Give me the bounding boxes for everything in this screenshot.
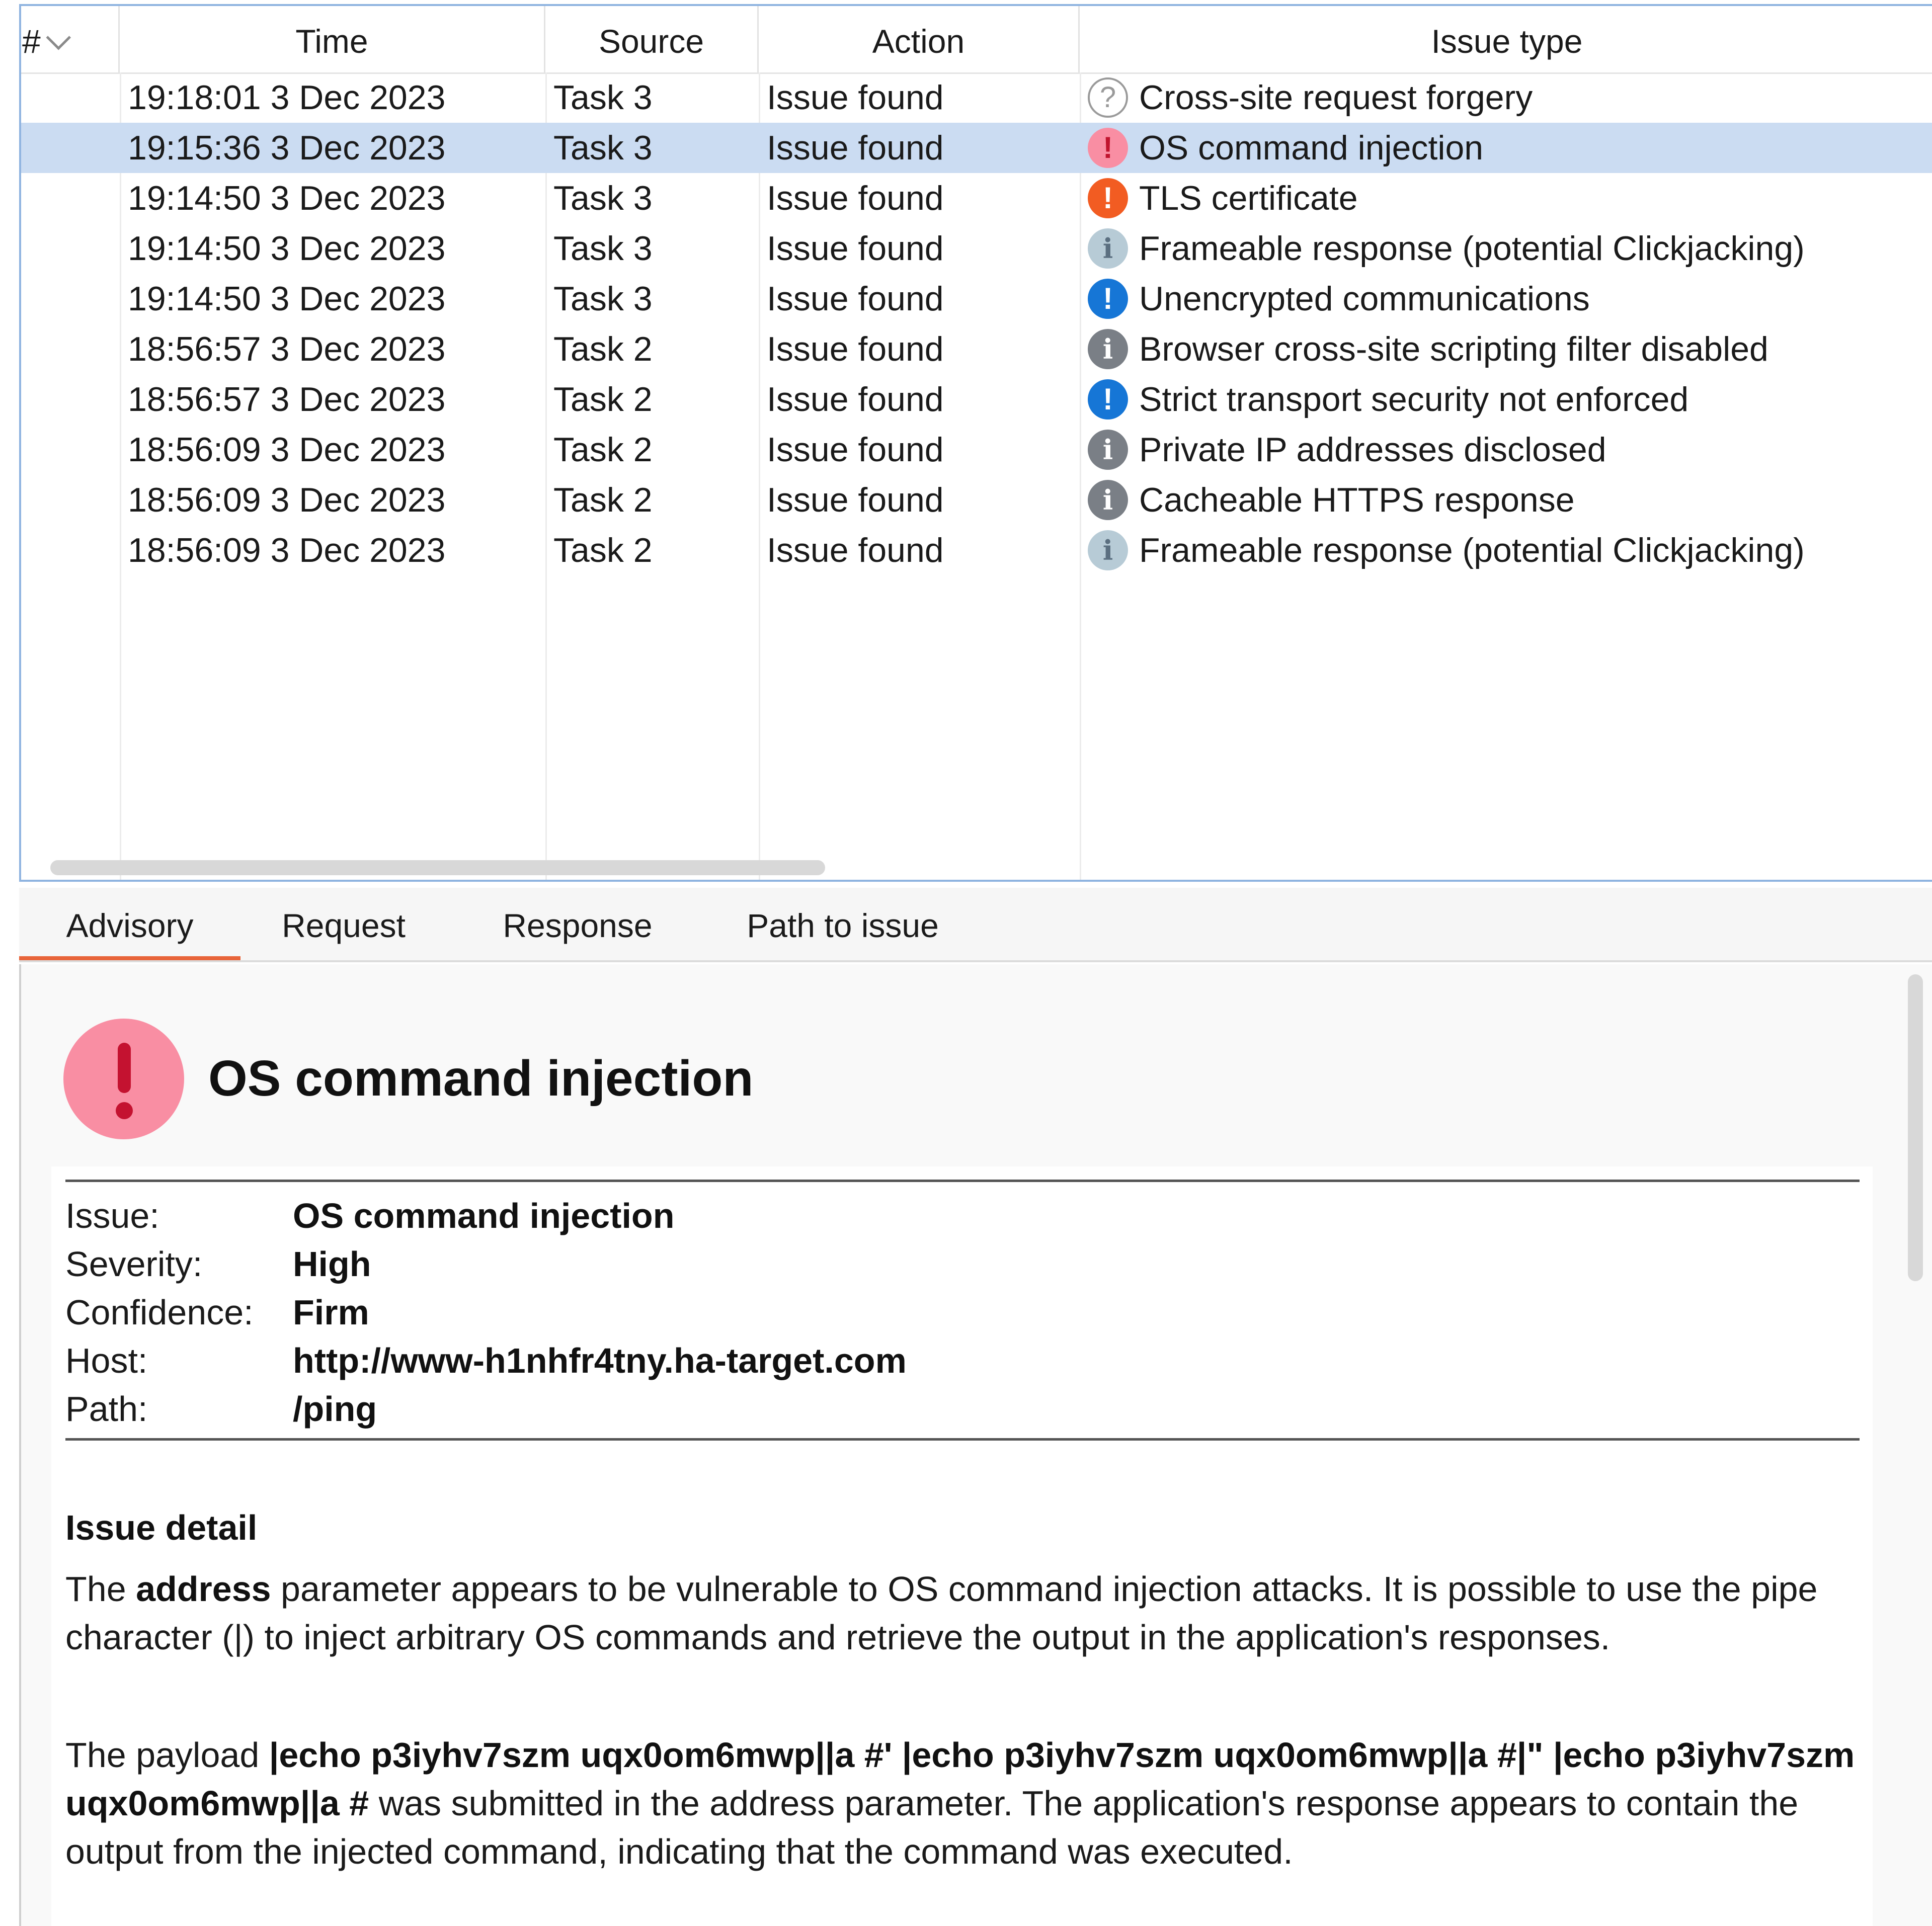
cell-action: Issue found bbox=[767, 280, 944, 318]
cell-source: Task 2 bbox=[553, 380, 653, 418]
tab-response[interactable]: Response bbox=[503, 907, 653, 944]
cell-issue-type bbox=[1088, 72, 1533, 123]
cell-action: Issue found bbox=[767, 380, 944, 418]
cell-source: Task 2 bbox=[553, 431, 653, 469]
detail-tabs bbox=[19, 888, 1932, 962]
divider bbox=[65, 1180, 1860, 1182]
issue-type-label: Strict transport security not enforced bbox=[1139, 380, 1689, 418]
info-tentative-icon: i bbox=[1088, 228, 1128, 269]
column-header-number[interactable]: # bbox=[21, 6, 120, 72]
cell-time: 19:14:50 3 Dec 2023 bbox=[128, 229, 446, 268]
cell-issue-type bbox=[1088, 374, 1688, 425]
cell-action: Issue found bbox=[767, 531, 944, 569]
cell-time: 18:56:57 3 Dec 2023 bbox=[128, 330, 446, 368]
info-icon: i bbox=[1088, 329, 1128, 369]
cell-time: 18:56:09 3 Dec 2023 bbox=[128, 431, 446, 469]
issue-type-label: Browser cross-site scripting filter disabled bbox=[1139, 330, 1768, 368]
cell-issue-type bbox=[1088, 173, 1358, 223]
column-header-time[interactable]: Time bbox=[120, 6, 545, 72]
table-row[interactable] bbox=[21, 525, 1932, 575]
property-severity: Severity: High bbox=[65, 1244, 371, 1284]
issue-type-label: Cross-site request forgery bbox=[1139, 78, 1533, 117]
table-row[interactable] bbox=[21, 72, 1932, 123]
issue-type-label: Frameable response (potential Clickjacking) bbox=[1139, 531, 1805, 569]
table-row[interactable] bbox=[21, 324, 1932, 374]
cell-time: 18:56:09 3 Dec 2023 bbox=[128, 481, 446, 519]
property-issue: Issue: OS command injection bbox=[65, 1196, 675, 1235]
tab-advisory[interactable]: Advisory bbox=[19, 888, 240, 960]
medium-severity-icon: ! bbox=[1088, 178, 1128, 218]
cell-action: Issue found bbox=[767, 229, 944, 268]
cell-issue-type bbox=[1088, 223, 1805, 274]
advisory-body bbox=[51, 1166, 1873, 1926]
high-severity-icon bbox=[63, 1019, 184, 1139]
cell-time: 18:56:57 3 Dec 2023 bbox=[128, 380, 446, 418]
column-header-source[interactable]: Source bbox=[545, 6, 759, 72]
issue-type-label: Cacheable HTTPS response bbox=[1139, 481, 1575, 519]
cell-source: Task 3 bbox=[553, 229, 653, 268]
cell-action: Issue found bbox=[767, 129, 944, 167]
property-confidence: Confidence: Firm bbox=[65, 1293, 369, 1332]
tab-request[interactable]: Request bbox=[282, 907, 406, 944]
cell-source: Task 3 bbox=[553, 129, 653, 167]
issue-type-label: Frameable response (potential Clickjacking) bbox=[1139, 229, 1805, 268]
table-row[interactable] bbox=[21, 374, 1932, 425]
vertical-scrollbar[interactable] bbox=[1908, 974, 1923, 1281]
cell-action: Issue found bbox=[767, 179, 944, 217]
property-host: Host: http://www-h1nhfr4tny.ha-target.com bbox=[65, 1341, 907, 1380]
cell-time: 19:18:01 3 Dec 2023 bbox=[128, 78, 446, 117]
cell-issue-type bbox=[1088, 425, 1606, 475]
table-row[interactable] bbox=[21, 223, 1932, 274]
info-tentative-icon: i bbox=[1088, 530, 1128, 570]
column-header-issue-type[interactable]: Issue type bbox=[1431, 23, 1583, 60]
column-header-action[interactable]: Action bbox=[759, 6, 1080, 72]
info-icon: i bbox=[1088, 430, 1128, 470]
cell-issue-type bbox=[1088, 475, 1575, 525]
horizontal-scrollbar[interactable] bbox=[50, 860, 825, 875]
issue-type-label: TLS certificate bbox=[1139, 179, 1358, 217]
table-row[interactable] bbox=[21, 123, 1932, 173]
issue-activity-table bbox=[19, 4, 1932, 882]
uncertain-question-icon: ? bbox=[1088, 77, 1128, 118]
issue-detail-paragraph: The payload |echo p3iyhv7szm uqx0om6mwp||a #' |echo p3iyhv7szm uqx0om6mwp||a #|" |echo p3iyhv7szm uqx0om6mwp||a # was submitted in the address parameter. The application's response appears to contain the output from the injected command, indicating that the command was executed. bbox=[65, 1735, 1855, 1871]
cell-time: 18:56:09 3 Dec 2023 bbox=[128, 531, 446, 569]
issue-type-label: OS command injection bbox=[1139, 129, 1484, 167]
high-severity-icon: ! bbox=[1088, 128, 1128, 168]
tab-path-to-issue[interactable]: Path to issue bbox=[747, 907, 939, 944]
issue-detail-heading: Issue detail bbox=[65, 1508, 258, 1547]
cell-source: Task 2 bbox=[553, 330, 653, 368]
cell-action: Issue found bbox=[767, 431, 944, 469]
cell-time: 19:14:50 3 Dec 2023 bbox=[128, 280, 446, 318]
cell-time: 19:15:36 3 Dec 2023 bbox=[128, 129, 446, 167]
property-path: Path: /ping bbox=[65, 1389, 377, 1429]
low-severity-icon: ! bbox=[1088, 379, 1128, 420]
issue-detail-paragraph: The address parameter appears to be vulnerable to OS command injection attacks. It is possible to use the pipe character (|) to inject arbitrary OS commands and retrieve the output in the application's responses. bbox=[65, 1569, 1818, 1657]
cell-source: Task 3 bbox=[553, 78, 653, 117]
advisory-panel bbox=[19, 964, 1932, 1926]
cell-action: Issue found bbox=[767, 78, 944, 117]
cell-action: Issue found bbox=[767, 330, 944, 368]
issue-properties bbox=[65, 1192, 907, 1433]
table-row[interactable] bbox=[21, 425, 1932, 475]
advisory-title: OS command injection bbox=[208, 1050, 754, 1107]
table-header bbox=[21, 6, 1932, 74]
info-icon: i bbox=[1088, 480, 1128, 520]
table-row[interactable] bbox=[21, 274, 1932, 324]
chevron-down-icon[interactable] bbox=[46, 25, 70, 50]
issue-type-label: Private IP addresses disclosed bbox=[1139, 431, 1606, 469]
low-severity-icon: ! bbox=[1088, 279, 1128, 319]
cell-issue-type bbox=[1088, 123, 1483, 173]
cell-source: Task 2 bbox=[553, 481, 653, 519]
cell-source: Task 3 bbox=[553, 179, 653, 217]
table-row[interactable] bbox=[21, 173, 1932, 223]
cell-issue-type bbox=[1088, 525, 1805, 575]
divider bbox=[65, 1438, 1860, 1441]
issue-type-label: Unencrypted communications bbox=[1139, 280, 1590, 318]
table-row[interactable] bbox=[21, 475, 1932, 525]
cell-source: Task 3 bbox=[553, 280, 653, 318]
cell-time: 19:14:50 3 Dec 2023 bbox=[128, 179, 446, 217]
cell-issue-type bbox=[1088, 274, 1590, 324]
cell-source: Task 2 bbox=[553, 531, 653, 569]
cell-issue-type bbox=[1088, 324, 1768, 374]
cell-action: Issue found bbox=[767, 481, 944, 519]
